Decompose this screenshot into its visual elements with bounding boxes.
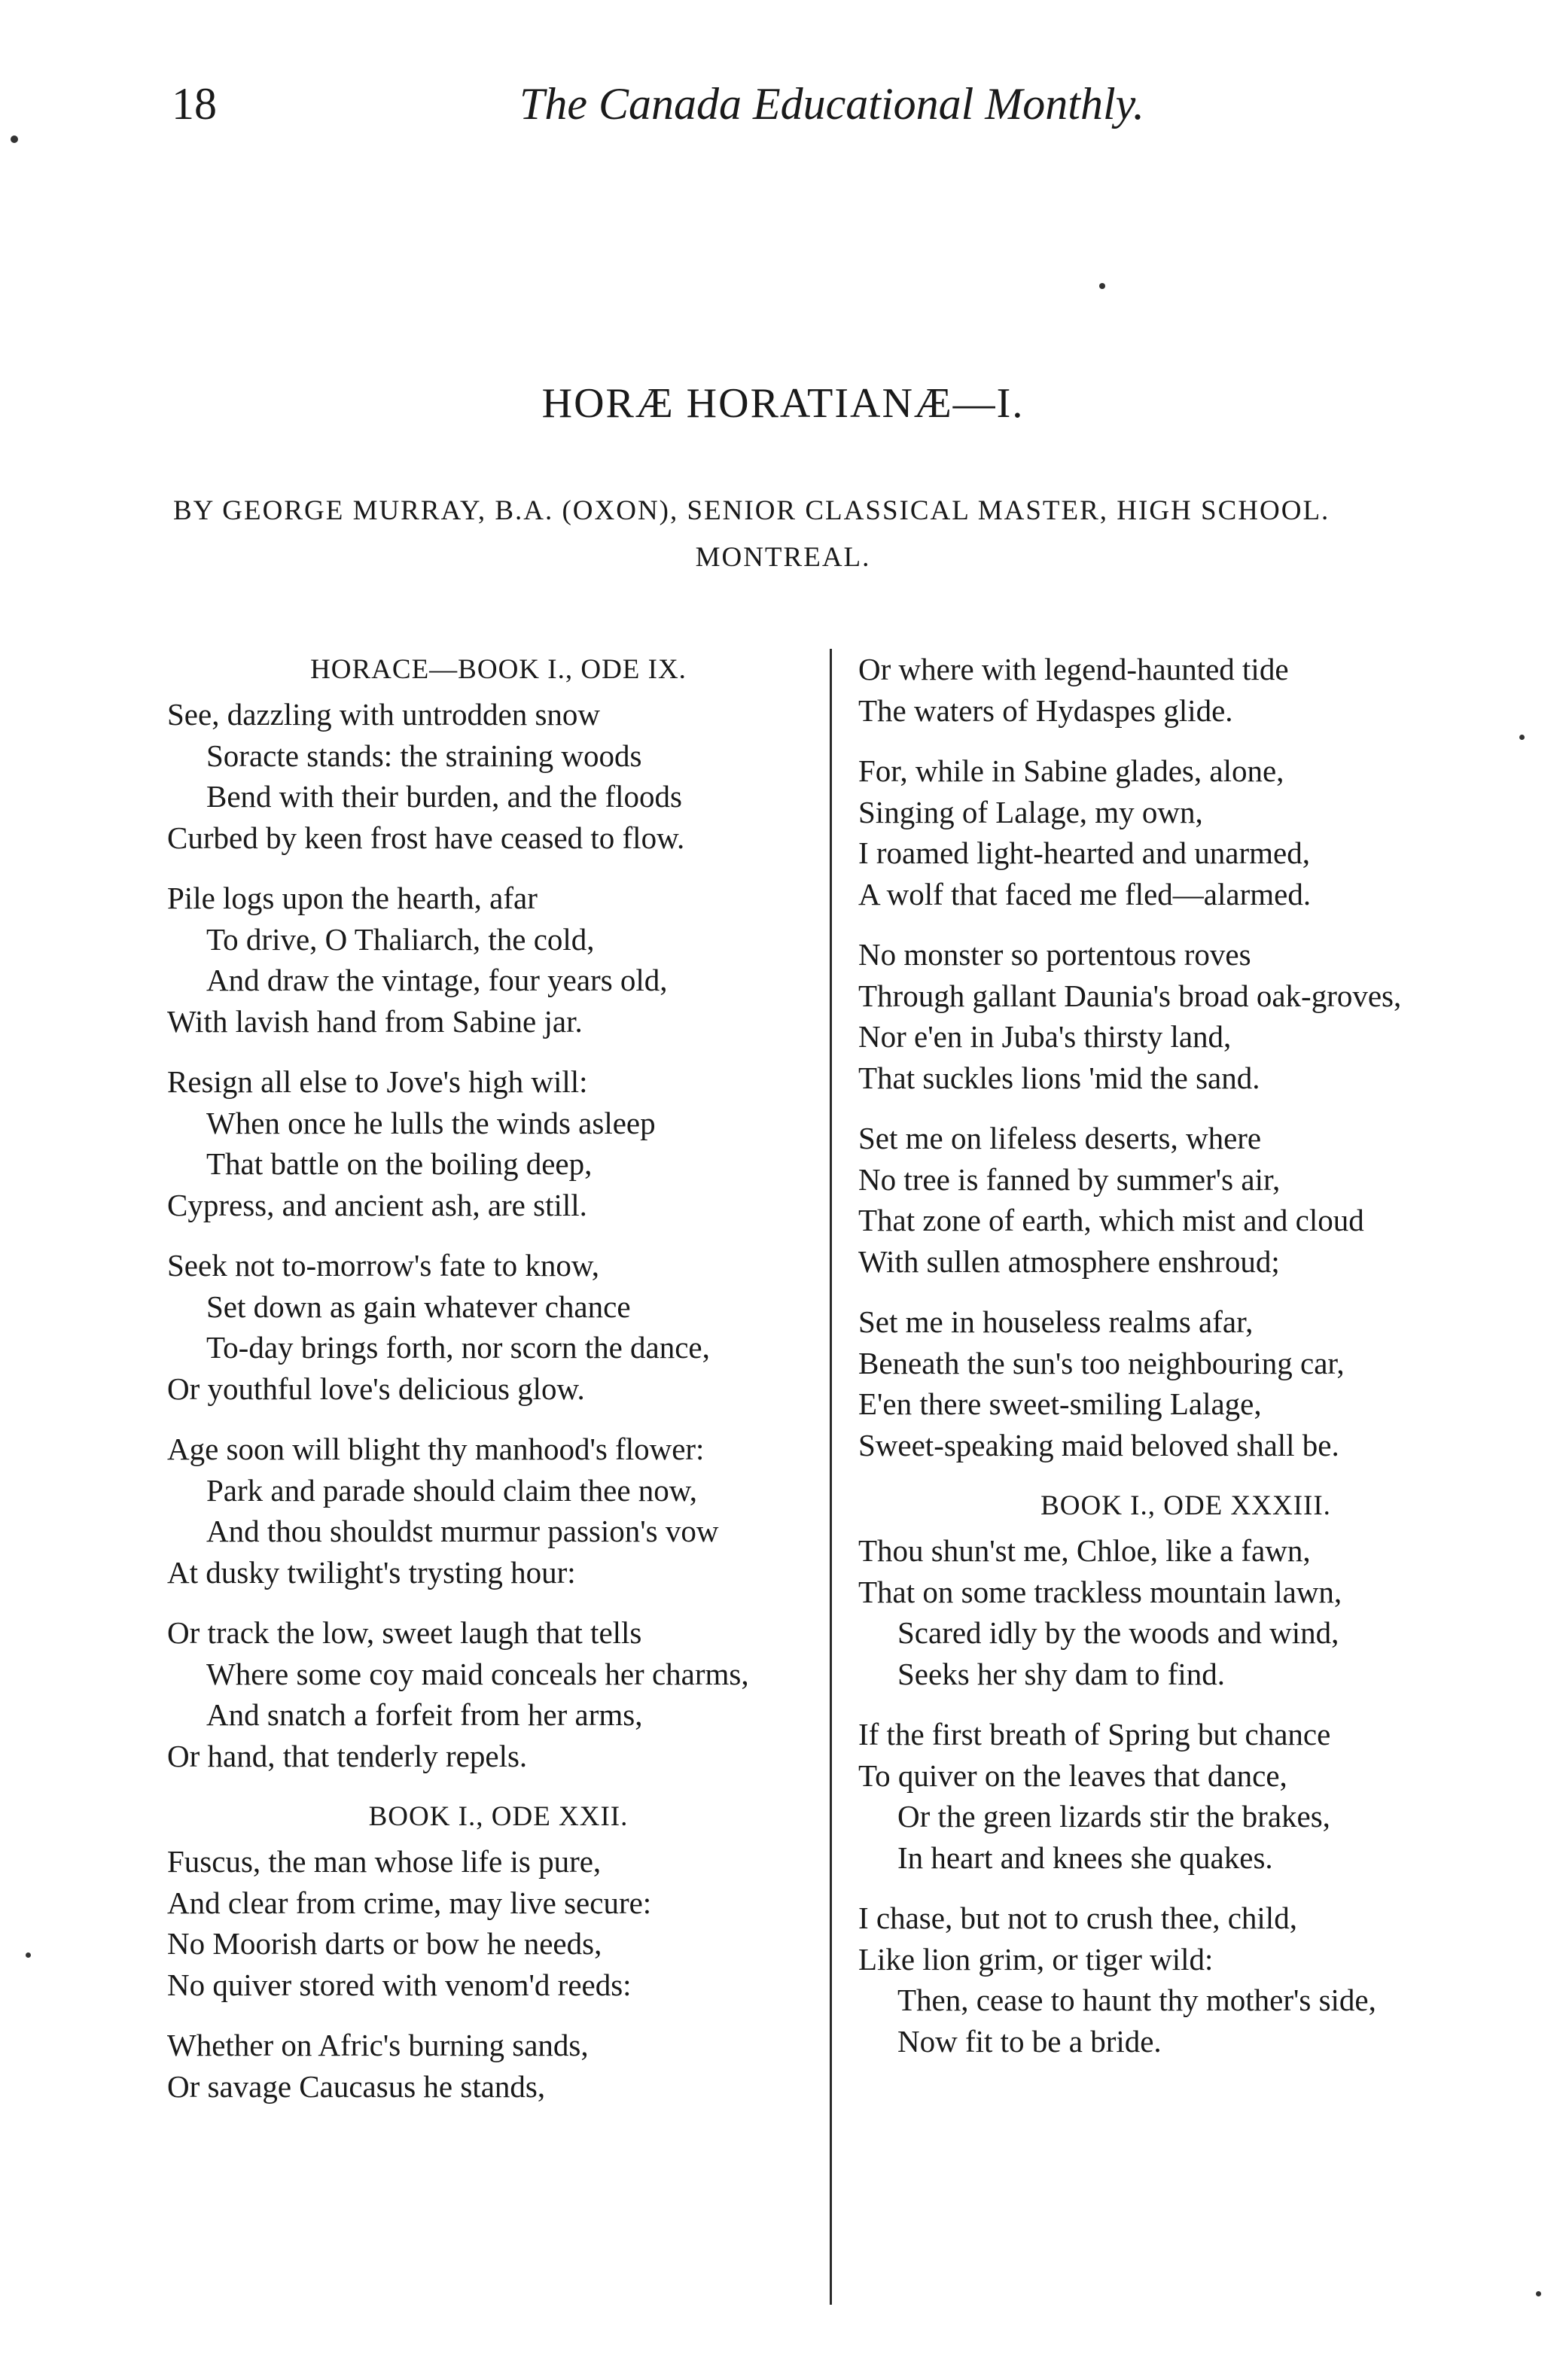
verse-line: To quiver on the leaves that dance, (858, 1758, 1287, 1793)
verse-line: I roamed light-hearted and unarmed, (858, 835, 1310, 870)
scan-speck (11, 135, 18, 143)
stanza (167, 1841, 830, 2005)
right-column (858, 649, 1513, 2081)
verse-line: Where some coy maid conceals her charms, (206, 1656, 749, 1691)
verse-line: If the first breath of Spring but chance (858, 1717, 1331, 1752)
poem-section (167, 649, 830, 1776)
verse-line: That zone of earth, which mist and cloud (858, 1203, 1364, 1237)
verse-line: No tree is fanned by summer's air, (858, 1161, 1281, 1197)
stanza (858, 1530, 1513, 1694)
verse-line: In heart and knees she quakes. (897, 1840, 1273, 1875)
verse-line: And draw the vintage, four years old, (206, 963, 668, 997)
verse-line: For, while in Sabine glades, alone, (858, 753, 1284, 788)
verse-line: Whether on Afric's burning sands, (167, 2028, 589, 2062)
article-title: HORÆ HORATIANÆ—I. (541, 380, 1025, 427)
verse-line: To-day brings forth, nor scorn the dance, (206, 1330, 710, 1365)
scan-speck (1536, 2291, 1541, 2296)
verse-line: That suckles lions 'mid the sand. (858, 1060, 1260, 1095)
verse-line: Park and parade should claim thee now, (206, 1472, 697, 1508)
verse-line: Soracte stands: the straining woods (206, 738, 642, 773)
stanza (167, 1429, 830, 1593)
verse-line: Curbed by keen frost have ceased to flow. (167, 820, 685, 855)
verse-line: I chase, but not to crush thee, child, (858, 1901, 1297, 1935)
verse-line: And thou shouldst murmur passion's vow (206, 1514, 719, 1548)
verse-line: Singing of Lalage, my own, (858, 794, 1203, 829)
stanza (858, 1898, 1513, 2062)
verse-line: Beneath the sun's too neighbouring car, (858, 1345, 1345, 1380)
scan-speck (26, 1952, 31, 1958)
verse-line: Sweet-speaking maid beloved shall be. (858, 1427, 1339, 1462)
stanza (167, 694, 830, 858)
verse-line: Cypress, and ancient ash, are still. (167, 1187, 587, 1222)
verse-line: Or savage Caucasus he stands, (167, 2068, 546, 2104)
verse-line: No monster so portentous roves (858, 937, 1251, 972)
stanza (858, 750, 1513, 915)
ode-heading: BOOK I., ODE XXII. (368, 1801, 629, 1832)
verse-line: To drive, O Thaliarch, the cold, (206, 921, 595, 957)
verse-line: No quiver stored with venom'd reeds: (167, 1967, 632, 2002)
verse-line: No Moorish darts or bow he needs, (167, 1926, 602, 1961)
scan-speck (1519, 735, 1525, 740)
stanza (858, 1301, 1513, 1465)
verse-line: Now fit to be a bride. (897, 2023, 1162, 2059)
ode-heading: BOOK I., ODE XXXIII. (1040, 1490, 1331, 1521)
verse-line: Fuscus, the man whose life is pure, (167, 1844, 602, 1879)
stanza (858, 1714, 1513, 1878)
column-divider (830, 649, 832, 2305)
verse-line: Seek not to-morrow's fate to know, (167, 1248, 600, 1283)
verse-line: Through gallant Daunia's broad oak-groves, (858, 978, 1402, 1013)
stanza (858, 649, 1513, 731)
poem-section (858, 1485, 1513, 2062)
poem-section (167, 1796, 830, 2107)
verse-line: With lavish hand from Sabine jar. (167, 1003, 583, 1039)
verse-line: Or the green lizards stir the brakes, (897, 1799, 1330, 1834)
stanza (167, 878, 830, 1042)
verse-line: Seeks her shy dam to find. (897, 1656, 1225, 1691)
verse-line: Or where with legend-haunted tide (858, 652, 1289, 686)
verse-line: Like lion grim, or tiger wild: (858, 1941, 1214, 1977)
ode-heading: HORACE—BOOK I., ODE IX. (310, 654, 687, 685)
stanza (858, 1118, 1513, 1282)
verse-line: Or hand, that tenderly repels. (167, 1738, 528, 1773)
verse-line: Set me on lifeless deserts, where (858, 1121, 1262, 1155)
byline: BY GEORGE MURRAY, B.A. (OXON), SENIOR CLASSICAL MASTER, HIGH SCHOOL. (173, 495, 1330, 526)
byline-city: MONTREAL. (695, 542, 871, 573)
stanza (858, 934, 1513, 1098)
page-number: 18 (172, 79, 217, 129)
verse-line: Or track the low, sweet laugh that tells (167, 1615, 642, 1650)
verse-line: And clear from crime, may live secure: (167, 1885, 652, 1920)
running-title: The Canada Educational Monthly. (519, 79, 1144, 129)
stanza (167, 1061, 830, 1225)
verse-line: Pile logs upon the hearth, afar (167, 881, 538, 915)
left-column (167, 649, 830, 2126)
verse-line: Resign all else to Jove's high will: (167, 1064, 588, 1099)
verse-line: And snatch a forfeit from her arms, (206, 1697, 643, 1732)
verse-line: Set me in houseless realms afar, (858, 1304, 1254, 1339)
verse-line: E'en there sweet-smiling Lalage, (858, 1386, 1262, 1421)
verse-line: The waters of Hydaspes glide. (858, 692, 1233, 728)
verse-line: With sullen atmosphere enshroud; (858, 1243, 1280, 1279)
stanza (167, 1612, 830, 1776)
stanza (167, 1245, 830, 1409)
poem-section (858, 649, 1513, 1465)
verse-line: Age soon will blight thy manhood's flower: (167, 1432, 705, 1466)
verse-line: That battle on the boiling deep, (206, 1146, 593, 1181)
verse-line: Or youthful love's delicious glow. (167, 1371, 585, 1406)
scan-speck (1099, 283, 1105, 289)
verse-line: A wolf that faced me fled—alarmed. (858, 876, 1312, 912)
verse-line: Set down as gain whatever chance (206, 1289, 631, 1324)
verse-line: See, dazzling with untrodden snow (167, 697, 601, 732)
verse-line: Bend with their burden, and the floods (206, 779, 682, 814)
verse-line: That on some trackless mountain lawn, (858, 1574, 1342, 1609)
verse-line: Scared idly by the woods and wind, (897, 1615, 1339, 1650)
verse-line: When once he lulls the winds asleep (206, 1105, 656, 1140)
verse-line: Nor e'en in Juba's thirsty land, (858, 1019, 1232, 1054)
stanza (167, 2025, 830, 2107)
verse-line: At dusky twilight's trysting hour: (167, 1554, 576, 1590)
verse-line: Then, cease to haunt thy mother's side, (897, 1983, 1376, 2017)
verse-line: Thou shun'st me, Chloe, like a fawn, (858, 1533, 1311, 1568)
